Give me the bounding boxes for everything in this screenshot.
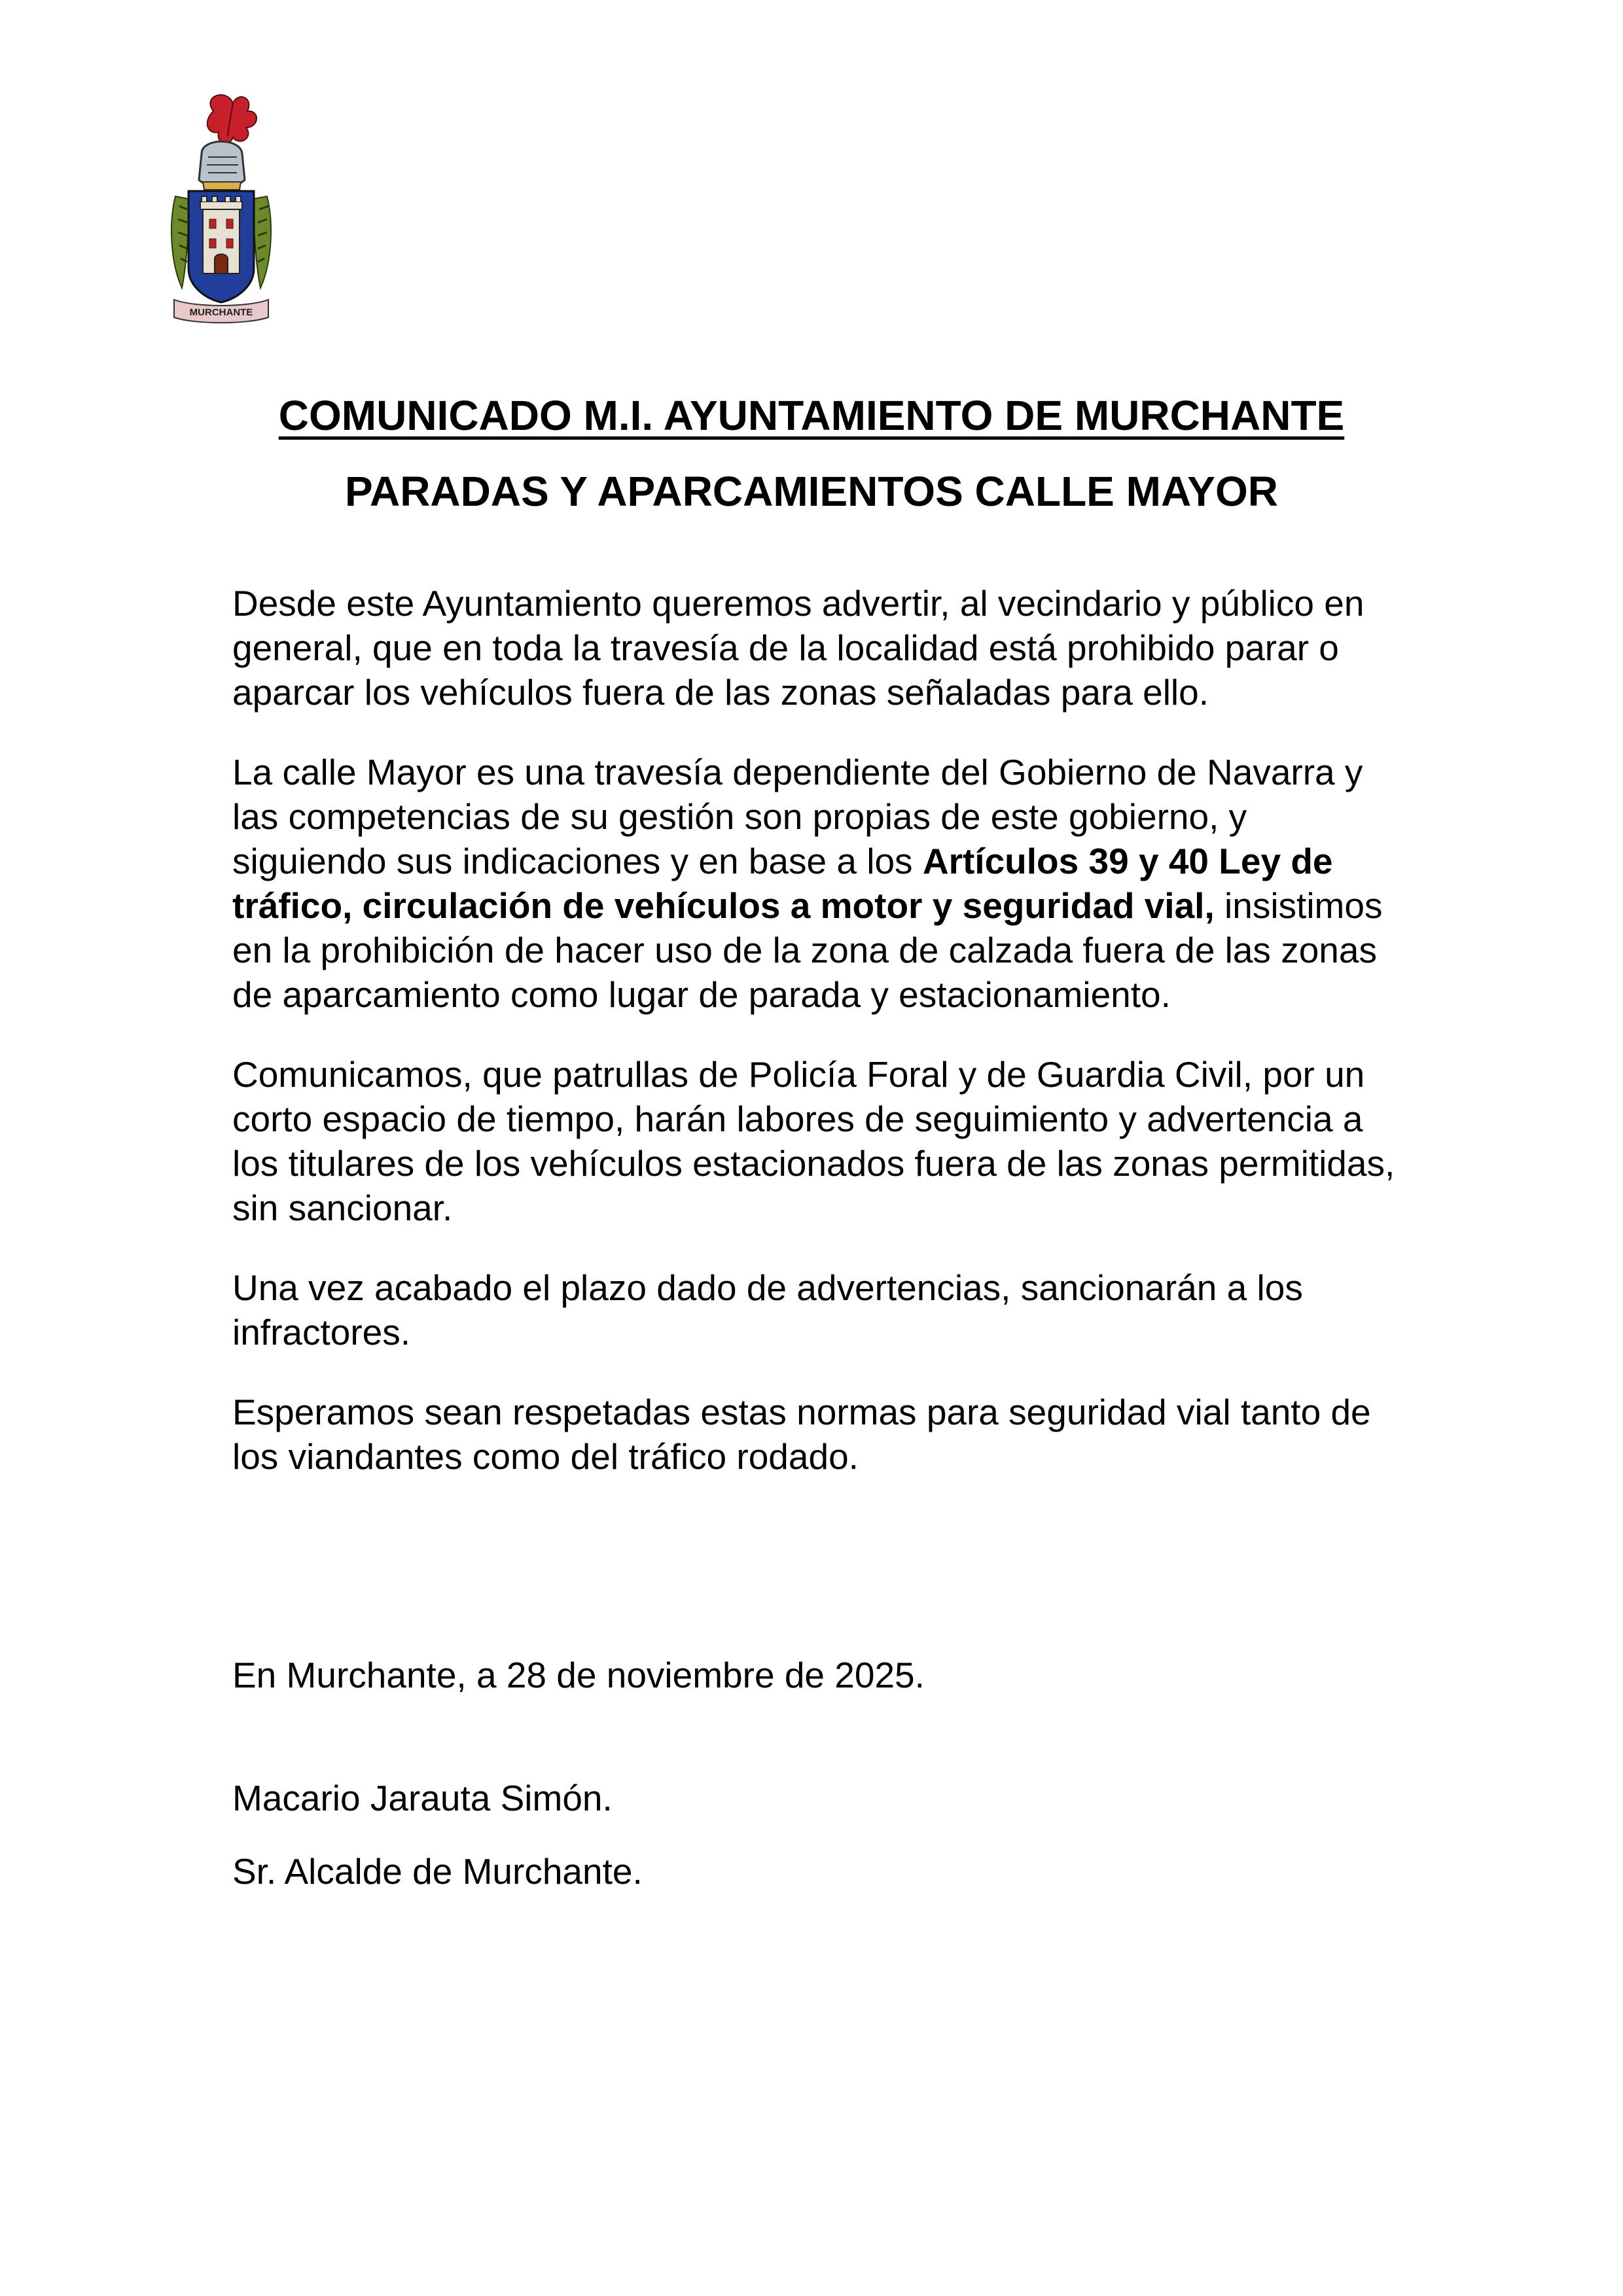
paragraph-1: Desde este Ayuntamiento queremos advertir, al vecindario y público en general, que en toda la travesía de la localidad está prohibido parar o aparcar los vehículos fuera de las zonas señaladas para ello. — [232, 583, 1364, 713]
law-reference: Artículos 39 y 40 Ley de tráfico, circulación de vehículos a motor y seguridad vial, — [232, 841, 1333, 926]
notice-subtitle: PARADAS Y APARCAMIENTOS CALLE MAYOR — [345, 468, 1278, 515]
notice-title: COMUNICADO M.I. AYUNTAMIENTO DE MURCHANTE — [278, 392, 1345, 439]
paragraph-4: Una vez acabado el plazo dado de advertencias, sancionarán a los infractores. — [232, 1267, 1303, 1352]
signer-title: Sr. Alcalde de Murchante. — [232, 1851, 643, 1892]
paragraph-2 — [232, 750, 1404, 1017]
paragraph-3: Comunicamos, que patrullas de Policía Foral y de Guardia Civil, por un corto espacio de tiempo, harán labores de seguimiento y advertencia a los titulares de los vehículos estacionados fuera de las zonas permitidas, sin sancionar. — [232, 1054, 1395, 1228]
murchante-coat-of-arms — [156, 92, 287, 327]
paragraph-2-text-a: La calle Mayor es una travesía dependiente del Gobierno de Navarra y las competencias de su gestión son propias de este gobierno, y siguiendo sus indicaciones y en base a los — [232, 752, 1363, 881]
date-line: En Murchante, a 28 de noviembre de 2025. — [232, 1655, 925, 1695]
signer-name: Macario Jarauta Simón. — [232, 1778, 613, 1818]
notice-body — [232, 581, 1404, 1514]
crest-banner-text: MURCHANTE — [189, 307, 253, 318]
paragraph-2-text-b: insistimos en la prohibición de hacer uso de la zona de calzada fuera de las zonas de aparcamiento como lugar de parada y estacionamiento. — [232, 885, 1383, 1015]
paragraph-5: Esperamos sean respetadas estas normas para seguridad vial tanto de los viandantes como del tráfico rodado. — [232, 1392, 1371, 1477]
